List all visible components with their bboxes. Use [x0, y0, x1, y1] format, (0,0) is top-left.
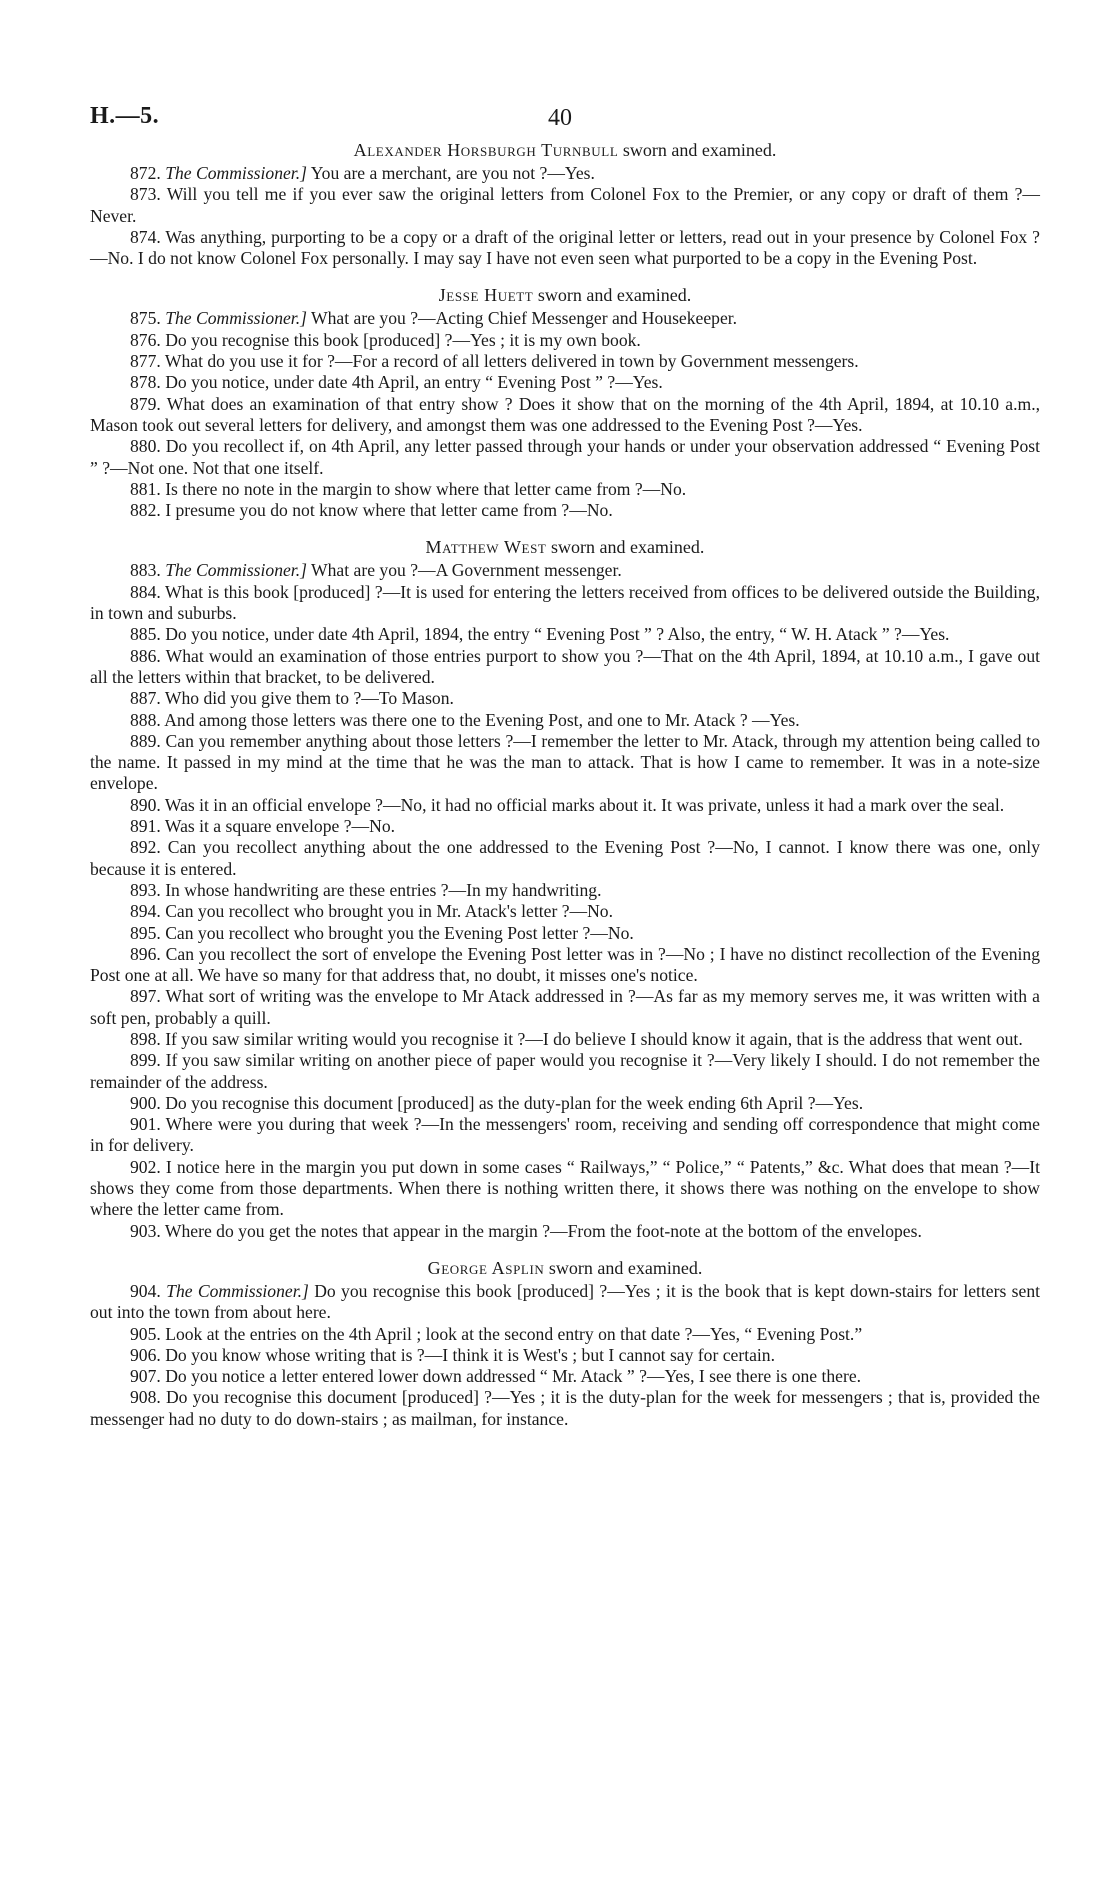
question-entry — [90, 436, 1040, 479]
question-number: 901. — [130, 1114, 161, 1135]
question-entry — [90, 986, 1040, 1029]
question-text: Do you recollect if, on 4th April, any letter passed through your hands or under your observation addressed “ Evening Post ” ?—Not one. Not that one itself. — [90, 436, 1040, 478]
question-entry — [90, 1281, 1040, 1324]
question-entry — [90, 1345, 1040, 1366]
question-entry — [90, 901, 1040, 922]
question-number: 907. — [130, 1366, 161, 1387]
question-text: Can you remember anything about those letters ?—I remember the letter to Mr. Atack, through my attention being called to the name. It passed in my mind at the time that he was the man to attack. That is how I came to remember. It was in a note-size envelope. — [90, 730, 1040, 794]
question-text: Can you recollect who brought you in Mr. Atack's letter ?—No. — [160, 901, 614, 922]
question-text: Do you recognise this book [produced] ?—Yes ; it is the book that is kept down-stairs for letters sent out into the town from about here. — [90, 1280, 1040, 1323]
question-number: 903. — [130, 1220, 161, 1241]
question-entry — [90, 1050, 1040, 1093]
question-entry — [90, 837, 1040, 880]
question-text: Will you tell me if you ever saw the original letters from Colonel Fox to the Premier, or any copy or draft of them ?—Never. — [90, 184, 1040, 226]
question-entry — [90, 944, 1040, 987]
question-entry — [90, 923, 1040, 944]
question-number: 908. — [130, 1387, 161, 1408]
witness-heading — [90, 139, 1040, 161]
witness-heading — [90, 1257, 1040, 1279]
question-number: 897. — [130, 986, 161, 1007]
question-entry — [90, 731, 1040, 795]
question-text: If you saw similar writing would you recognise it ?—I do believe I should know it again, that is the address that went out. — [160, 1028, 1023, 1049]
question-text: And among those letters was there one to the Evening Post, and one to Mr. Atack ? —Yes. — [160, 709, 800, 730]
question-entry — [90, 372, 1040, 393]
question-text: Do you recognise this document [produced] as the duty-plan for the week ending 6th April ?—Yes. — [160, 1092, 864, 1113]
question-text: Can you recollect the sort of envelope the Evening Post letter was in ?—No ; I have no distinct recollection of the Evening Post one at all. We have so many for that address that, no doubt, it misses one's notice. — [90, 943, 1040, 986]
question-text: Do you notice a letter entered lower down addressed “ Mr. Atack ” ?—Yes, I see there is one there. — [160, 1366, 862, 1387]
question-text: Do you notice, under date 4th April, an entry “ Evening Post ” ?—Yes. — [160, 372, 663, 393]
question-number: 875. — [130, 308, 161, 329]
question-number: 880. — [130, 436, 161, 457]
page-number: 40 — [548, 105, 572, 131]
document-reference: H.—5. — [90, 103, 160, 129]
witness-heading — [90, 284, 1040, 306]
question-entry — [90, 1157, 1040, 1221]
witness-name: George Asplin — [427, 1257, 545, 1278]
witness-heading-suffix: sworn and examined. — [618, 140, 777, 160]
question-entry — [90, 330, 1040, 351]
question-entry — [90, 624, 1040, 645]
question-number: 899. — [130, 1050, 161, 1071]
question-number: 890. — [130, 794, 161, 815]
question-text: I presume you do not know where that letter came from ?—No. — [160, 500, 613, 521]
question-entry — [90, 560, 1040, 581]
witness-heading-suffix: sworn and examined. — [533, 285, 692, 306]
witness-heading — [90, 536, 1040, 558]
question-text: In whose handwriting are these entries ?—In my handwriting. — [160, 879, 602, 900]
question-text: What are you ?—Acting Chief Messenger and Housekeeper. — [306, 308, 738, 329]
question-entry — [90, 1387, 1040, 1430]
question-text: I notice here in the margin you put down in some cases “ Railways,” “ Police,” “ Patents,” &c. What does that mean ?—It shows they come from those departments. When there is nothing written there, it shows there was nothing on the envelope to show where the letter came from. — [90, 1156, 1040, 1220]
question-number: 884. — [130, 581, 161, 602]
witness-name: Jesse Huett — [438, 285, 534, 306]
question-number: 882. — [130, 500, 161, 521]
question-entry — [90, 710, 1040, 731]
question-text: Was it a square envelope ?—No. — [160, 816, 396, 837]
question-text: Do you recognise this document [produced] ?—Yes ; it is the duty-plan for the week for messengers ; that is, provided the messenger had no duty to do down-stairs ; as mailman, for instance. — [90, 1387, 1040, 1429]
question-number: 905. — [130, 1323, 161, 1344]
question-entry — [90, 1221, 1040, 1242]
question-text: Do you recognise this book [produced] ?—Yes ; it is my own book. — [160, 329, 641, 350]
question-entry — [90, 1114, 1040, 1157]
question-text: Is there no note in the margin to show where that letter came from ?—No. — [160, 478, 687, 499]
question-entry — [90, 351, 1040, 372]
question-text: Can you recollect anything about the one addressed to the Evening Post ?—No, I cannot. I know there was one, only because it is entered. — [90, 837, 1040, 879]
question-number: 887. — [130, 688, 161, 709]
question-entry — [90, 500, 1040, 521]
question-number: 877. — [130, 351, 161, 372]
question-text: You are a merchant, are you not ?—Yes. — [306, 163, 595, 183]
question-number: 874. — [130, 226, 161, 247]
question-entry — [90, 184, 1040, 227]
question-number: 892. — [130, 837, 161, 858]
question-entry — [90, 1366, 1040, 1387]
question-number: 893. — [130, 879, 161, 900]
question-text: What would an examination of those entries purport to show you ?—That on the 4th April, 1894, at 10.10 a.m., I gave out all the letters within that bracket, to be delivered. — [90, 645, 1040, 687]
witness-name: Matthew West — [425, 537, 547, 558]
question-number: 878. — [130, 372, 161, 393]
question-text: Was anything, purporting to be a copy or a draft of the original letter or letters, read out in your presence by Colonel Fox ?—No. I do not know Colonel Fox personally. I may say I have not even seen what purported to be a copy in the Evening Post. — [90, 226, 1040, 269]
question-number: 906. — [130, 1344, 161, 1365]
question-number: 889. — [130, 730, 161, 751]
question-number: 900. — [130, 1092, 161, 1113]
question-entry — [90, 795, 1040, 816]
question-number: 872. — [130, 163, 161, 183]
question-entry — [90, 816, 1040, 837]
witness-heading-suffix: sworn and examined. — [544, 1257, 703, 1278]
question-text: What are you ?—A Government messenger. — [306, 560, 622, 581]
question-text: Who did you give them to ?—To Mason. — [160, 688, 454, 709]
question-number: 886. — [130, 645, 161, 666]
question-text: Was it in an official envelope ?—No, it had no official marks about it. It was private, unless it had a mark over the seal. — [160, 794, 1005, 815]
question-entry — [90, 688, 1040, 709]
question-entry — [90, 479, 1040, 500]
question-entry — [90, 394, 1040, 437]
question-text: What is this book [produced] ?—It is used for entering the letters received from offices to be delivered outside the Building, in town and suburbs. — [90, 581, 1040, 624]
question-text: What do you use it for ?—For a record of all letters delivered in town by Government messengers. — [160, 351, 859, 372]
question-entry — [90, 1029, 1040, 1050]
question-number: 896. — [130, 943, 161, 964]
question-number: 879. — [130, 393, 161, 414]
question-number: 894. — [130, 901, 161, 922]
document-page — [90, 103, 1040, 1430]
page-header — [90, 103, 1040, 139]
question-entry — [90, 880, 1040, 901]
speaker-label: The Commissioner.] — [165, 163, 307, 183]
question-text: Where do you get the notes that appear in the margin ?—From the foot-note at the bottom of the envelopes. — [160, 1220, 922, 1241]
witness-name: Alexander Horsburgh Turnbull — [353, 140, 619, 160]
examination-transcript — [90, 139, 1040, 1430]
question-entry — [90, 646, 1040, 689]
question-number: 891. — [130, 816, 161, 837]
speaker-label: The Commissioner.] — [166, 1280, 309, 1301]
question-entry — [90, 163, 1040, 184]
question-text: Where were you during that week ?—In the messengers' room, receiving and sending off correspondence that might come in for delivery. — [90, 1114, 1040, 1156]
question-text: Can you recollect who brought you the Evening Post letter ?—No. — [160, 922, 634, 943]
question-number: 902. — [130, 1156, 161, 1177]
question-text: Do you notice, under date 4th April, 1894, the entry “ Evening Post ” ? Also, the entry, “ W. H. Atack ” ?—Yes. — [160, 624, 950, 645]
question-number: 888. — [130, 709, 161, 730]
question-text: Look at the entries on the 4th April ; look at the second entry on that date ?—Yes, “ Evening Post.” — [160, 1323, 863, 1344]
speaker-label: The Commissioner.] — [165, 308, 307, 329]
question-entry — [90, 308, 1040, 329]
witness-heading-suffix: sworn and examined. — [546, 537, 705, 558]
question-number: 873. — [130, 184, 161, 205]
question-entry — [90, 582, 1040, 625]
question-number: 895. — [130, 922, 161, 943]
question-number: 876. — [130, 329, 161, 350]
question-number: 885. — [130, 624, 161, 645]
question-text: What sort of writing was the envelope to Mr Atack addressed in ?—As far as my memory serves me, it was written with a soft pen, probably a quill. — [90, 986, 1040, 1028]
question-number: 881. — [130, 478, 161, 499]
question-number: 898. — [130, 1028, 161, 1049]
question-text: Do you know whose writing that is ?—I think it is West's ; but I cannot say for certain. — [160, 1344, 775, 1365]
question-text: If you saw similar writing on another piece of paper would you recognise it ?—Very likely I should. I do not remember the remainder of the address. — [90, 1050, 1040, 1092]
question-text: What does an examination of that entry show ? Does it show that on the morning of the 4th April, 1894, at 10.10 a.m., Mason took out several letters for delivery, and amongst them was one addressed to the Evening Post ?—Yes. — [90, 393, 1040, 435]
question-entry — [90, 227, 1040, 270]
speaker-label: The Commissioner.] — [165, 560, 307, 581]
question-number: 904. — [130, 1280, 161, 1301]
question-entry — [90, 1324, 1040, 1345]
question-entry — [90, 1093, 1040, 1114]
question-number: 883. — [130, 560, 161, 581]
